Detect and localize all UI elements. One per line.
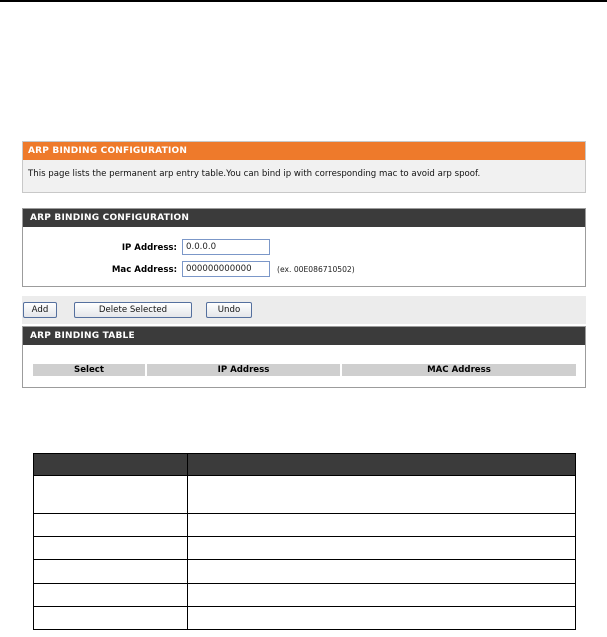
mac-address-label: Mac Address: xyxy=(111,265,177,275)
ip-address-row xyxy=(23,239,585,257)
undo-button[interactable]: Undo xyxy=(206,302,252,318)
info-banner xyxy=(22,141,586,193)
ip-address-input[interactable] xyxy=(182,239,270,255)
grid-row xyxy=(34,607,576,630)
top-rule xyxy=(0,0,607,2)
grid-row xyxy=(34,476,576,514)
mac-address-hint: (ex. 00E086710502) xyxy=(277,265,355,274)
arp-config-section xyxy=(22,208,586,287)
grid-header-row xyxy=(34,454,576,476)
mac-address-input[interactable] xyxy=(182,261,270,277)
button-bar xyxy=(22,296,586,324)
config-section-title: ARP BINDING CONFIGURATION xyxy=(23,209,585,227)
description-grid xyxy=(33,453,576,630)
mac-address-row xyxy=(23,261,585,279)
grid-row xyxy=(34,560,576,584)
column-header-ip-address: IP Address xyxy=(147,364,340,376)
grid-row xyxy=(34,584,576,607)
table-header-row xyxy=(33,364,576,376)
delete-selected-button[interactable]: Delete Selected xyxy=(74,302,192,318)
ip-address-label: IP Address: xyxy=(121,243,177,253)
banner-description: This page lists the permanent arp entry table.You can bind ip with corresponding mac to avoid arp spoof. xyxy=(28,169,481,179)
banner-title: ARP BINDING CONFIGURATION xyxy=(23,142,585,160)
add-button[interactable]: Add xyxy=(23,302,57,318)
table-section-title: ARP BINDING TABLE xyxy=(23,327,585,345)
column-header-select: Select xyxy=(33,364,145,376)
column-header-mac-address: MAC Address xyxy=(342,364,576,376)
arp-binding-table-section xyxy=(22,326,586,388)
grid-row xyxy=(34,537,576,560)
grid-row xyxy=(34,514,576,537)
